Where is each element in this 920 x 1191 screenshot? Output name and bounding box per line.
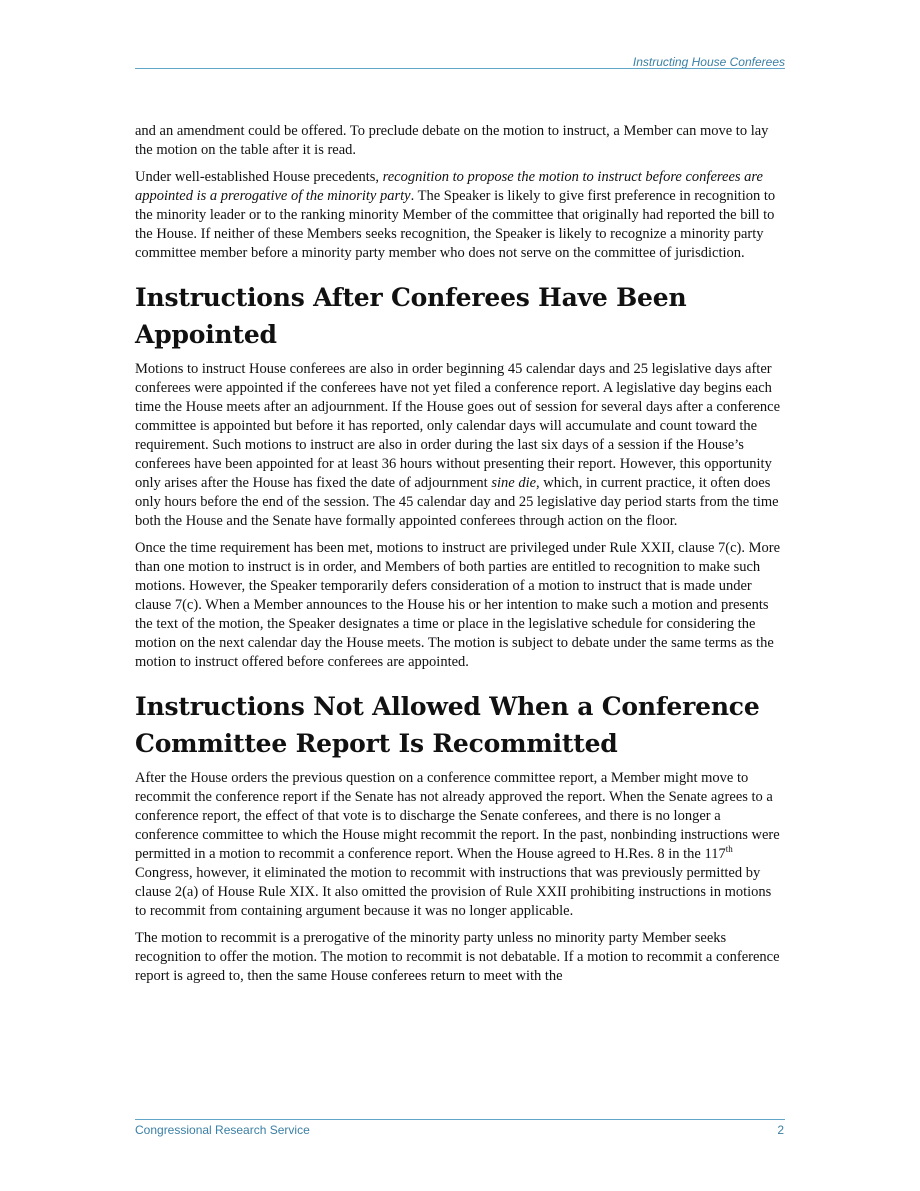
paragraph-2-end: . The Speaker is likely to give first preference in recognition to the minority leader or to the ranking minority Member of the committee that originally had reported the bill to the House. If neither of these Members seeks recognition, the Speaker is likely to recognize a minority party committee member before a minority party member who does not serve on the committee of jurisdiction.: [135, 188, 776, 261]
paragraph-3-end: , which, in current practice, it often does only hours before the end of the session. The 45 calendar day and 25 legislative day period starts from the time both the House and the Senate have formally appointed conferees through action on the floor.: [135, 475, 779, 529]
paragraph-2: [135, 168, 785, 263]
paragraph-5-end: Congress, however, it eliminated the motion to recommit with instructions that was previously permitted by clause 2(a) of House Rule XIX. It also omitted the provision of Rule XXII prohibiting instructions in motions to recommit from containing argument because it was no longer applicable.: [135, 865, 772, 919]
header-divider: [135, 68, 785, 69]
footer-source: Congressional Research Service: [135, 1123, 310, 1137]
paragraph-5-superscript: th: [725, 844, 733, 855]
paragraph-4: Once the time requirement has been met, motions to instruct are privileged under Rule XXII, clause 7(c). More than one motion to instruct is in order, and Members of both parties are entitled to recognition to make such motions. However, the Speaker temporarily defers consideration of a motion to instruct that is made under clause 7(c). When a Member announces to the House his or her intention to make such a motion and presents the text of the motion, the Speaker designates a time or place in the legislative schedule for considering the motion on the next calendar day the House meets. The motion is subject to debate under the same terms as the motion to instruct offered before conferees are appointed.: [135, 540, 781, 670]
paragraph-6: The motion to recommit is a prerogative of the minority party unless no minority party Member seeks recognition to offer the motion. The motion to recommit is not debatable. If a motion to recommit a conference report is agreed to, then the same House conferees return to meet with the: [135, 930, 780, 984]
section-heading-not-allowed: Instructions Not Allowed When a Conference Committee Report Is Recommitted: [135, 692, 760, 758]
footer-divider: [135, 1119, 785, 1120]
paragraph-3-emphasis: sine die: [491, 475, 537, 491]
running-header-title: Instructing House Conferees: [632, 55, 785, 69]
paragraph-1: and an amendment could be offered. To preclude debate on the motion to instruct, a Member can move to lay the motion on the table after it is read.: [135, 123, 769, 158]
paragraph-2-emphasis: recognition to propose the motion to instruct before conferees are appointed is a prerogative of the minority party: [135, 169, 763, 204]
paragraph-3: [135, 360, 785, 531]
page-number: 2: [777, 1123, 784, 1137]
document-body: [135, 122, 785, 994]
paragraph-5: [135, 769, 785, 921]
section-heading-after-appointed: Instructions After Conferees Have Been Appointed: [135, 283, 687, 349]
paragraph-2-start: Under well-established House precedents,: [135, 169, 383, 185]
paragraph-5-start: After the House orders the previous question on a conference committee report, a Member might move to recommit the conference report if the Senate has not already approved the report. When the Senate agrees to a conference report, the effect of that vote is to discharge the Senate conferees, and there is no longer a conference committee to which the House might recommit the report. In the past, nonbinding instructions were permitted in a motion to recommit a conference report. When the House agreed to H.Res. 8 in the 117: [135, 770, 780, 862]
paragraph-3-start: Motions to instruct House conferees are also in order beginning 45 calendar days and 25 legislative days after conferees were appointed if the conferees have not yet filed a conference report. A legislative day begins each time the House meets after an adjournment. If the House goes out of session for several days after a conference committee is appointed but before it has reported, only calendar days will accumulate and count toward the requirement. Such motions to instruct are also in order during the last six days of a session if the House’s conferees have been appointed for at least 36 hours without presenting their report. However, this opportunity only arises after the House has fixed the date of adjournment: [135, 361, 781, 491]
